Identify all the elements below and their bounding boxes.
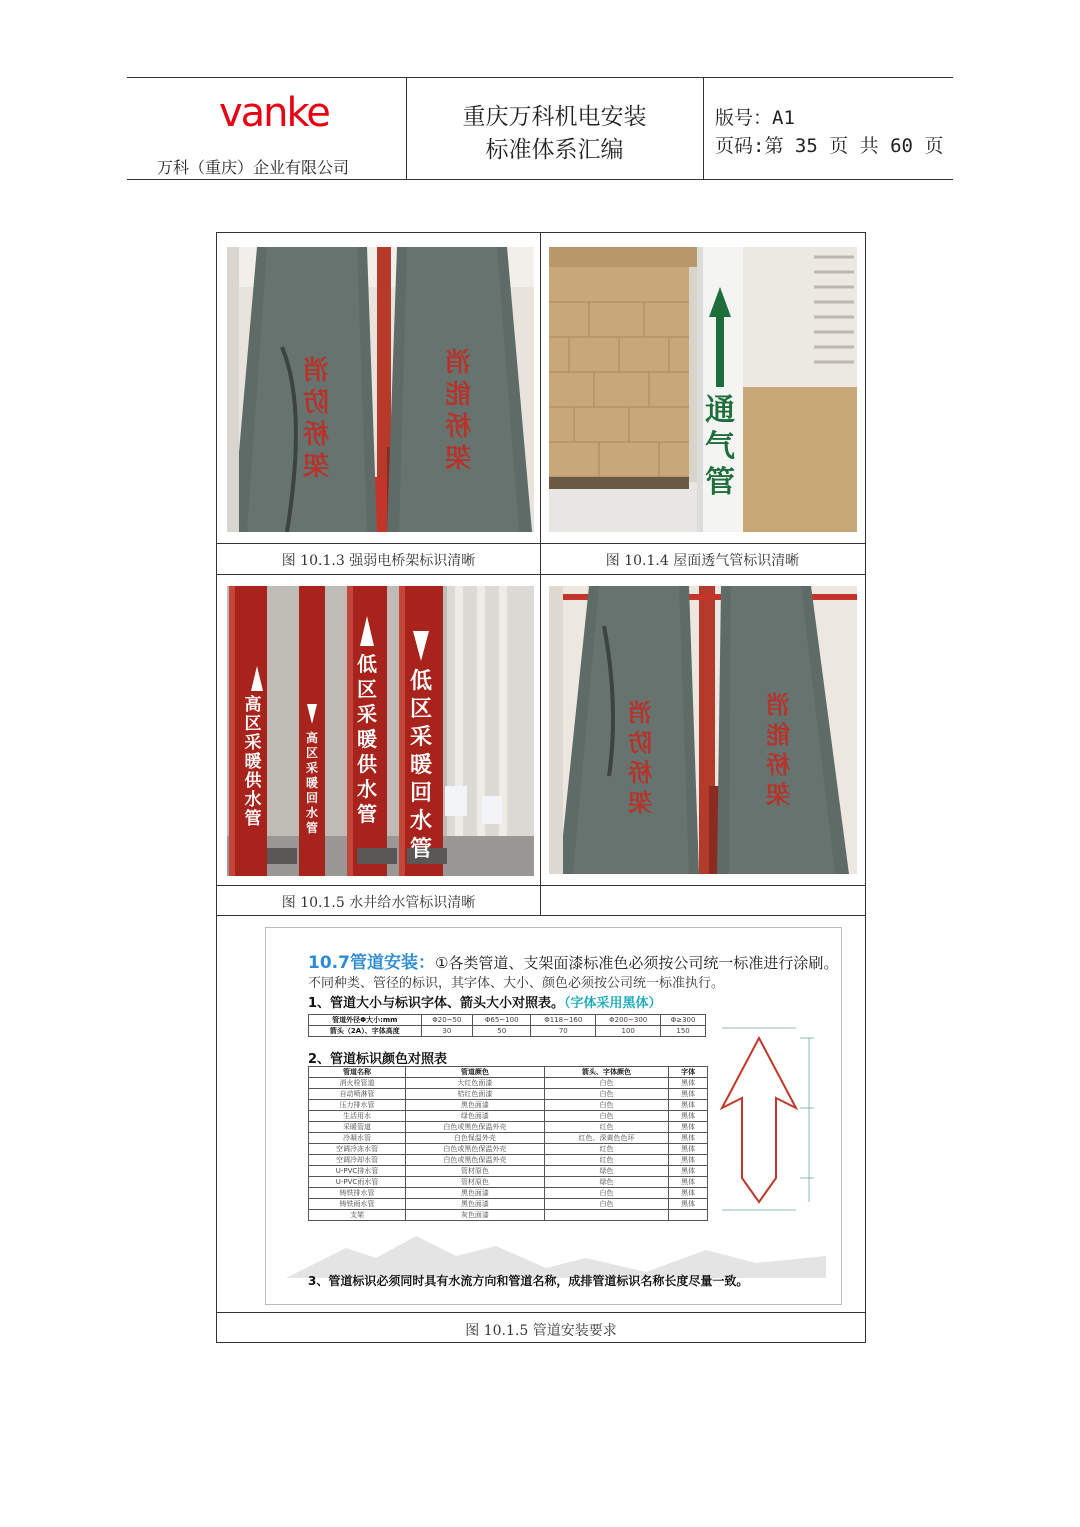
table-header-cell: 管道名称 bbox=[309, 1067, 406, 1078]
photo-roof-vent bbox=[549, 247, 857, 532]
table-cell bbox=[669, 1210, 708, 1221]
caption-fig-10-1-4: 图 10.1.4 屋面透气管标识清晰 bbox=[605, 553, 800, 569]
table-cell: 黑色面漆 bbox=[406, 1188, 545, 1199]
page-number: 页码:第 35 页 共 60 页 bbox=[715, 135, 944, 157]
table-cell: 支架 bbox=[309, 1210, 406, 1221]
row-divider bbox=[217, 915, 865, 916]
table-row bbox=[309, 1144, 708, 1155]
table-row bbox=[309, 1015, 706, 1026]
table-cell: 黑体 bbox=[669, 1155, 708, 1166]
table-cell: 黑色面漆 bbox=[406, 1100, 545, 1111]
row-divider bbox=[217, 1312, 865, 1313]
arrow-dimension-diagram bbox=[714, 1010, 834, 1220]
table-header-row bbox=[309, 1067, 708, 1078]
table-row bbox=[309, 1177, 708, 1188]
table-cell: 红色 bbox=[544, 1144, 668, 1155]
table-cell: 黑体 bbox=[669, 1100, 708, 1111]
table-cell: 绿色 bbox=[544, 1177, 668, 1188]
table-cell: 红色 bbox=[544, 1155, 668, 1166]
table-cell: 绿色面漆 bbox=[406, 1111, 545, 1122]
header-title-cell bbox=[406, 78, 704, 179]
caption-fig-10-1-5a: 图 10.1.5 水井给水管标识清晰 bbox=[281, 895, 476, 911]
photo-cable-tray-2 bbox=[549, 586, 857, 874]
table-cell: 桔红色面漆 bbox=[406, 1089, 545, 1100]
table-cell: 压力排水管 bbox=[309, 1100, 406, 1111]
table-cell: 大红色面漆 bbox=[406, 1078, 545, 1089]
table-cell: 白色或黑色保温外壳 bbox=[406, 1155, 545, 1166]
table-row bbox=[309, 1166, 708, 1177]
table-cell: 管材原色 bbox=[406, 1166, 545, 1177]
table-cell: Φ20~50 bbox=[421, 1015, 473, 1026]
tray-left-label-2: 消防桥架 bbox=[628, 699, 652, 817]
sheet-section-2: 2、管道标识颜色对照表 bbox=[308, 1052, 448, 1067]
pipe-label-4: 低区采暖回水管 bbox=[409, 669, 432, 862]
color-table bbox=[308, 1066, 708, 1221]
table-cell: 红色 bbox=[544, 1122, 668, 1133]
caption-fig-10-1-3: 图 10.1.3 强弱电桥架标识清晰 bbox=[281, 553, 476, 569]
table-cell: 70 bbox=[531, 1026, 596, 1037]
table-cell bbox=[544, 1210, 668, 1221]
pipe-installation-standard-sheet bbox=[265, 927, 842, 1305]
table-row bbox=[309, 1133, 708, 1144]
sheet-heading-text: ①各类管道、支架面漆标准色必须按公司统一标准进行涂刷。 bbox=[434, 954, 839, 972]
table-cell: 管道外径Φ大小:mm bbox=[309, 1015, 422, 1026]
table-cell: 白色 bbox=[544, 1199, 668, 1210]
table-row bbox=[309, 1122, 708, 1133]
table-header-cell: 管道颜色 bbox=[406, 1067, 545, 1078]
table-cell: 黑体 bbox=[669, 1133, 708, 1144]
vanke-logo: vanke bbox=[219, 90, 329, 136]
table-row bbox=[309, 1111, 708, 1122]
row-divider bbox=[217, 885, 865, 886]
caption-fig-10-1-5b: 图 10.1.5 管道安装要求 bbox=[465, 1323, 617, 1339]
sheet-heading bbox=[308, 948, 838, 973]
table-header-cell: 字体 bbox=[669, 1067, 708, 1078]
table-cell: 冷凝水管 bbox=[309, 1133, 406, 1144]
table-cell: 黑体 bbox=[669, 1199, 708, 1210]
tray-left-label: 消防桥架 bbox=[303, 356, 330, 482]
table-cell: 红色、深黄色色环 bbox=[544, 1133, 668, 1144]
table-cell: Φ≥300 bbox=[661, 1015, 706, 1026]
tray-right-label: 消能桥架 bbox=[445, 348, 472, 474]
table-cell: 黑体 bbox=[669, 1188, 708, 1199]
pipe-label-2: 高区采暖回水管 bbox=[305, 731, 318, 835]
table-row bbox=[309, 1199, 708, 1210]
figure-table bbox=[216, 232, 866, 1343]
row-divider bbox=[217, 574, 865, 575]
document-title-line1: 重庆万科机电安装 bbox=[462, 104, 647, 130]
table-cell: Φ200~300 bbox=[596, 1015, 661, 1026]
table-row bbox=[309, 1155, 708, 1166]
table-cell: 箭头（2A）、字体高度 bbox=[309, 1026, 422, 1037]
table-cell: 黑体 bbox=[669, 1177, 708, 1188]
table-cell: 黑体 bbox=[669, 1122, 708, 1133]
document-title-line2: 标准体系汇编 bbox=[485, 137, 624, 163]
pipe-label-1: 高区采暖供水管 bbox=[244, 695, 262, 829]
sheet-section-1 bbox=[308, 992, 662, 1011]
vent-pipe-label: 通气管 bbox=[705, 393, 735, 500]
version-number: 版号：A1 bbox=[715, 107, 795, 129]
page-header bbox=[127, 77, 953, 180]
table-cell: 黑体 bbox=[669, 1111, 708, 1122]
table-cell: 白色 bbox=[544, 1089, 668, 1100]
table-cell: Φ118~160 bbox=[531, 1015, 596, 1026]
photo-water-pipes bbox=[227, 586, 534, 876]
header-meta-cell bbox=[703, 78, 953, 179]
header-logo-cell bbox=[127, 78, 407, 179]
table-cell: 100 bbox=[596, 1026, 661, 1037]
tray-right-label-2: 消能桥架 bbox=[766, 691, 790, 809]
table-cell: 白色 bbox=[544, 1188, 668, 1199]
table-cell: U-PVC排水管 bbox=[309, 1166, 406, 1177]
sheet-line2: 不同种类、管径的标识，其字体、大小、颜色必须按公司统一标准执行。 bbox=[308, 976, 725, 991]
table-cell: 50 bbox=[473, 1026, 531, 1037]
table-row bbox=[309, 1089, 708, 1100]
table-cell: 生活用水 bbox=[309, 1111, 406, 1122]
table-cell: 黑体 bbox=[669, 1144, 708, 1155]
table-cell: Φ65~100 bbox=[473, 1015, 531, 1026]
table-row bbox=[309, 1210, 708, 1221]
table-cell: 黑体 bbox=[669, 1089, 708, 1100]
row-divider bbox=[217, 543, 865, 544]
table-cell: 灰色面漆 bbox=[406, 1210, 545, 1221]
table-cell: 白色 bbox=[544, 1100, 668, 1111]
table-cell: 空调冷却水管 bbox=[309, 1155, 406, 1166]
table-cell: 空调冷冻水管 bbox=[309, 1144, 406, 1155]
mountain-watermark bbox=[286, 1228, 826, 1278]
size-table bbox=[308, 1014, 706, 1037]
company-name: 万科（重庆）企业有限公司 bbox=[157, 158, 350, 177]
table-cell: 自动喷淋管 bbox=[309, 1089, 406, 1100]
table-cell: 黑体 bbox=[669, 1166, 708, 1177]
sheet-section-3: 3、管道标识必须同时具有水流方向和管道名称，成排管道标识名称长度尽量一致。 bbox=[308, 1274, 749, 1288]
table-cell: 黑色面漆 bbox=[406, 1199, 545, 1210]
table-cell: 白色或黑色保温外壳 bbox=[406, 1144, 545, 1155]
table-row bbox=[309, 1100, 708, 1111]
table-header-cell: 箭头、字体颜色 bbox=[544, 1067, 668, 1078]
table-row bbox=[309, 1026, 706, 1037]
table-cell: 绿色 bbox=[544, 1166, 668, 1177]
sheet-section-1-note: （字体采用黑体） bbox=[564, 996, 662, 1011]
table-cell: 采暖管道 bbox=[309, 1122, 406, 1133]
table-cell: 白色 bbox=[544, 1111, 668, 1122]
table-cell: U-PVC雨水管 bbox=[309, 1177, 406, 1188]
table-row bbox=[309, 1078, 708, 1089]
table-cell: 管材原色 bbox=[406, 1177, 545, 1188]
table-cell: 30 bbox=[421, 1026, 473, 1037]
table-row bbox=[309, 1188, 708, 1199]
table-cell: 白色 bbox=[544, 1078, 668, 1089]
table-cell: 黑体 bbox=[669, 1078, 708, 1089]
table-cell: 铸铁排水管 bbox=[309, 1188, 406, 1199]
table-cell: 白色保温外壳 bbox=[406, 1133, 545, 1144]
photo-cable-tray bbox=[227, 247, 534, 532]
pipe-label-3: 低区采暖供水管 bbox=[357, 652, 377, 826]
sheet-section-1-title: 1、管道大小与标识字体、箭头大小对照表。 bbox=[308, 996, 565, 1011]
table-cell: 150 bbox=[661, 1026, 706, 1037]
table-cell: 铸铁雨水管 bbox=[309, 1199, 406, 1210]
table-cell: 消火栓管道 bbox=[309, 1078, 406, 1089]
sheet-heading-title: 10.7管道安装： bbox=[308, 953, 435, 973]
table-cell: 白色或黑色保温外壳 bbox=[406, 1122, 545, 1133]
